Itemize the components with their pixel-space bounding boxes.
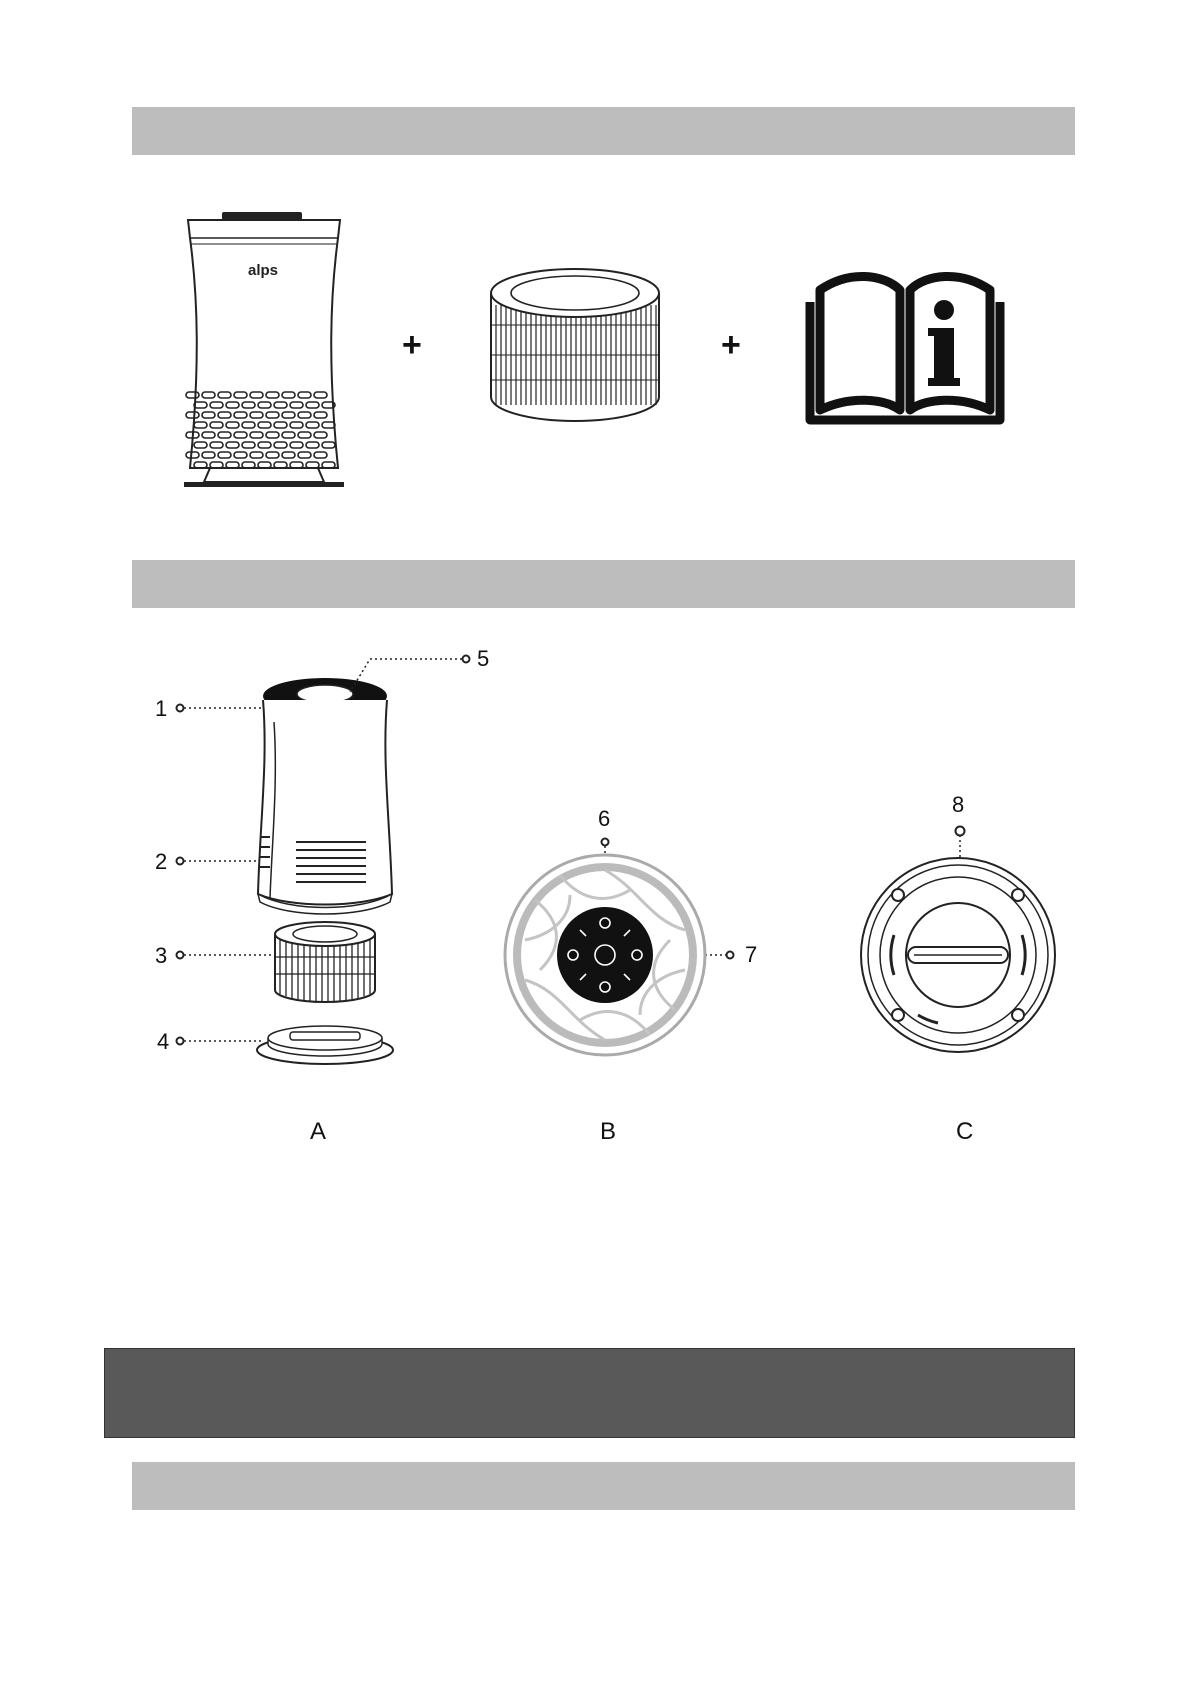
bottom-view-c — [858, 855, 1058, 1055]
section-band-4 — [132, 1462, 1075, 1510]
plus-sign-1: + — [402, 326, 422, 364]
callout-3: 3 — [155, 943, 168, 968]
callout-5: 5 — [477, 646, 490, 671]
view-label-b: B — [600, 1118, 617, 1145]
callout-8: 8 — [952, 792, 965, 817]
callout-1: 1 — [155, 696, 168, 721]
callout-6: 6 — [598, 806, 611, 831]
section-band-dark — [104, 1348, 1075, 1438]
callout-7: 7 — [745, 942, 758, 967]
brand-logo: alps — [248, 262, 279, 279]
view-label-a: A — [310, 1118, 327, 1145]
callout-2: 2 — [155, 849, 168, 874]
view-label-c: C — [956, 1118, 974, 1145]
callout-4: 4 — [157, 1029, 170, 1054]
top-view-b — [500, 850, 710, 1060]
plus-sign-2: + — [721, 326, 741, 364]
